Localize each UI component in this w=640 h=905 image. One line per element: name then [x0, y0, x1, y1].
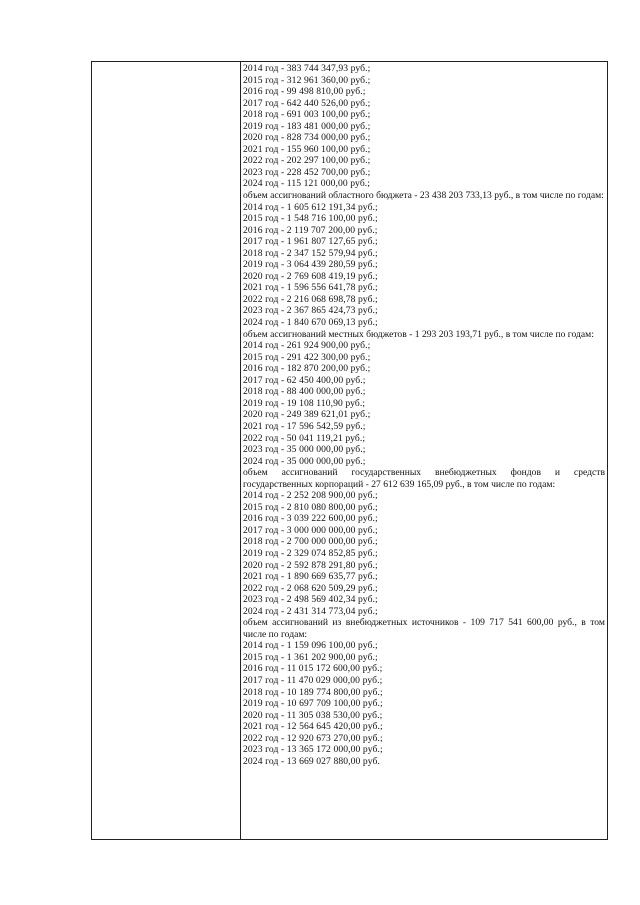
year-amount-line: 2024 год - 1 840 670 069,13 руб.;: [243, 317, 378, 329]
year-amount-line: 2021 год - 1 890 669 635,77 руб.;: [243, 571, 378, 583]
year-amount-line: 2023 год - 35 000 000,00 руб.;: [243, 444, 366, 456]
budget-paragraph: объем ассигнований местных бюджетов - 1 293 203 193,71 руб., в том числе по годам:: [243, 328, 594, 340]
year-amount-line: 2017 год - 1 961 807 127,65 руб.;: [243, 236, 378, 248]
year-amount-line: 2023 год - 13 365 172 000,00 руб.;: [243, 744, 383, 756]
year-amount-line: 2014 год - 2 252 208 900,00 руб.;: [243, 490, 378, 502]
year-amount-line: 2014 год - 1 605 612 191,34 руб.;: [243, 201, 378, 213]
year-amount-line: 2020 год - 249 389 621,01 руб.;: [243, 409, 371, 421]
year-amount-line: 2020 год - 828 734 000,00 руб.;: [243, 132, 371, 144]
year-amount-line: 2024 год - 35 000 000,00 руб.;: [243, 455, 366, 467]
year-amount-line: 2018 год - 10 189 774 800,00 руб.;: [243, 686, 383, 698]
year-amount-line: 2014 год - 1 159 096 100,00 руб.;: [243, 640, 378, 652]
year-amount-line: 2020 год - 2 592 878 291,80 руб.;: [243, 559, 378, 571]
budget-paragraph: объем ассигнований областного бюджета - 23 438 203 733,13 руб., в том числе по годам:: [243, 190, 604, 202]
year-amount-line: 2018 год - 691 003 100,00 руб.;: [243, 109, 371, 121]
year-amount-line: 2024 год - 115 121 000,00 руб.;: [243, 178, 371, 190]
year-amount-line: 2022 год - 50 041 119,21 руб.;: [243, 432, 366, 444]
year-amount-line: 2018 год - 88 400 000,00 руб.;: [243, 386, 366, 398]
year-amount-line: 2021 год - 17 596 542,59 руб.;: [243, 420, 366, 432]
year-amount-line: 2019 год - 10 697 709 100,00 руб.;: [243, 698, 383, 710]
year-amount-line: 2017 год - 3 000 000 000,00 руб.;: [243, 524, 378, 536]
year-amount-line: 2019 год - 183 481 000,00 руб.;: [243, 120, 371, 132]
funding-table: [91, 61, 608, 840]
year-amount-line: 2018 год - 2 700 000 000,00 руб.;: [243, 536, 378, 548]
year-amount-line: 2024 год - 13 669 027 880,00 руб.: [243, 755, 380, 767]
year-amount-line: 2021 год - 155 960 100,00 руб.;: [243, 143, 371, 155]
year-amount-line: 2021 год - 1 596 556 641,78 руб.;: [243, 282, 378, 294]
table-right-cell: [242, 62, 607, 767]
year-amount-line: 2015 год - 312 961 360,00 руб.;: [243, 74, 371, 86]
year-amount-line: 2016 год - 182 870 200,00 руб.;: [243, 363, 371, 375]
year-amount-line: 2022 год - 2 068 620 509,29 руб.;: [243, 582, 378, 594]
year-amount-line: 2017 год - 642 440 526,00 руб.;: [243, 97, 371, 109]
year-amount-line: 2023 год - 2 498 569 402,34 руб.;: [243, 594, 378, 606]
year-amount-line: 2016 год - 3 039 222 600,00 руб.;: [243, 513, 378, 525]
year-amount-line: 2020 год - 11 305 038 530,00 руб.;: [243, 709, 383, 721]
year-amount-line: 2016 год - 2 119 707 200,00 руб.;: [243, 224, 378, 236]
year-amount-line: 2015 год - 1 548 716 100,00 руб.;: [243, 213, 378, 225]
budget-paragraph: объем ассигнований государственных внебюджетных фондов и средств государственных корпораций - 27 612 639 165,09 руб., в том числе по годам:: [243, 467, 605, 490]
year-amount-line: 2016 год - 11 015 172 600,00 руб.;: [243, 663, 383, 675]
year-amount-line: 2015 год - 291 422 300,00 руб.;: [243, 351, 371, 363]
year-amount-line: 2020 год - 2 769 608 419,19 руб.;: [243, 270, 378, 282]
year-amount-line: 2024 год - 2 431 314 773,04 руб.;: [243, 605, 378, 617]
year-amount-line: 2014 год - 261 924 900,00 руб.;: [243, 340, 371, 352]
year-amount-line: 2017 год - 11 470 029 000,00 руб.;: [243, 674, 383, 686]
year-amount-line: 2019 год - 2 329 074 852,85 руб.;: [243, 547, 378, 559]
year-amount-line: 2022 год - 202 297 100,00 руб.;: [243, 155, 371, 167]
year-amount-line: 2021 год - 12 564 645 420,00 руб.;: [243, 721, 383, 733]
year-amount-line: 2016 год - 99 498 810,00 руб.;: [243, 86, 366, 98]
year-amount-line: 2023 год - 228 452 700,00 руб.;: [243, 166, 371, 178]
year-amount-line: 2017 год - 62 450 400,00 руб.;: [243, 374, 366, 386]
budget-paragraph: объем ассигнований из внебюджетных источников - 109 717 541 600,00 руб., в том числе по годам:: [243, 617, 605, 640]
year-amount-line: 2015 год - 2 810 080 800,00 руб.;: [243, 501, 378, 513]
year-amount-line: 2023 год - 2 367 865 424,73 руб.;: [243, 305, 378, 317]
year-amount-line: 2022 год - 2 216 068 698,78 руб.;: [243, 293, 378, 305]
table-left-cell: [92, 62, 241, 839]
year-amount-line: 2015 год - 1 361 202 900,00 руб.;: [243, 651, 378, 663]
year-amount-line: 2019 год - 3 064 439 280,59 руб.;: [243, 259, 378, 271]
year-amount-line: 2022 год - 12 920 673 270,00 руб.;: [243, 732, 383, 744]
year-amount-line: 2018 год - 2 347 152 579,94 руб.;: [243, 247, 378, 259]
year-amount-line: 2019 год - 19 108 110,90 руб.;: [243, 397, 366, 409]
year-amount-line: 2014 год - 383 744 347,93 руб.;: [243, 63, 371, 74]
